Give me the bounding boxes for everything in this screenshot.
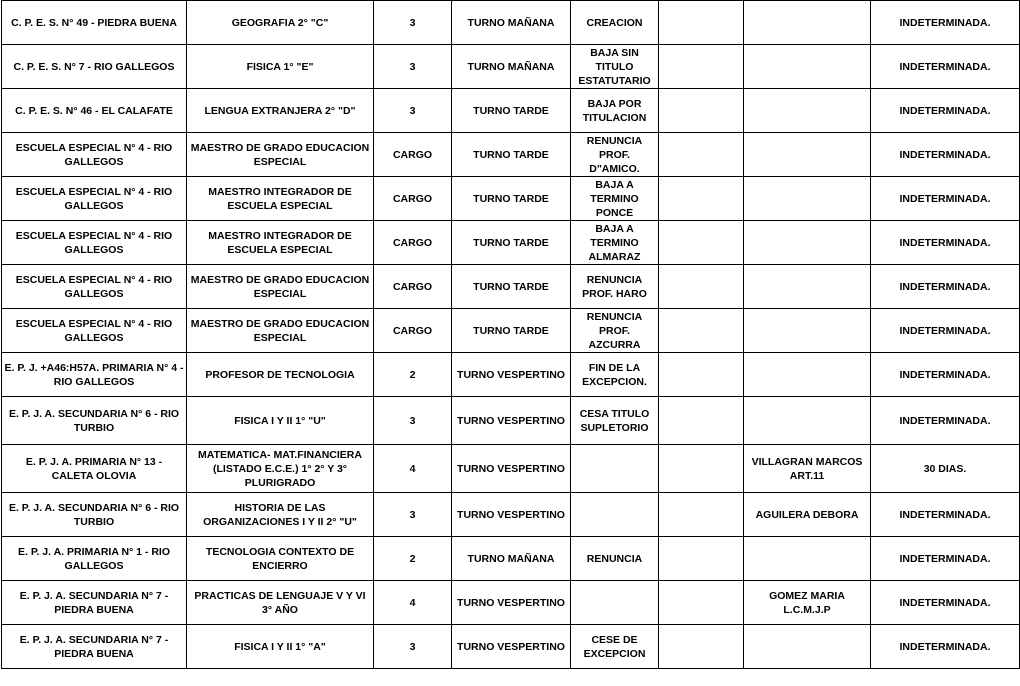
table-row	[2, 445, 1020, 493]
teacher-cell: AGUILERA DEBORA	[744, 493, 871, 537]
school-cell: E. P. J. A. SECUNDARIA N° 6 - RIO TURBIO	[2, 493, 187, 537]
subject-cell: FISICA I Y II 1° "A"	[187, 625, 374, 669]
subject-cell: MATEMATICA- MAT.FINANCIERA (LISTADO E.C.E.) 1° 2° Y 3° PLURIGRADO	[187, 445, 374, 493]
empty-cell	[659, 537, 744, 581]
teacher-cell: GOMEZ MARIA L.C.M.J.P	[744, 581, 871, 625]
teacher-cell	[744, 353, 871, 397]
school-cell: ESCUELA ESPECIAL N° 4 - RIO GALLEGOS	[2, 265, 187, 309]
reason-cell	[571, 493, 659, 537]
subject-cell: MAESTRO DE GRADO EDUCACION ESPECIAL	[187, 309, 374, 353]
empty-cell	[659, 1, 744, 45]
table-row	[2, 353, 1020, 397]
reason-cell: CESE DE EXCEPCION	[571, 625, 659, 669]
subject-cell: FISICA I Y II 1° "U"	[187, 397, 374, 445]
subject-cell: MAESTRO INTEGRADOR DE ESCUELA ESPECIAL	[187, 221, 374, 265]
subject-cell: TECNOLOGIA CONTEXTO DE ENCIERRO	[187, 537, 374, 581]
empty-cell	[659, 353, 744, 397]
shift-cell: TURNO MAÑANA	[452, 1, 571, 45]
duration-cell: INDETERMINADA.	[871, 309, 1020, 353]
table-row	[2, 581, 1020, 625]
hours-cell: 4	[374, 445, 452, 493]
reason-cell: RENUNCIA PROF. AZCURRA	[571, 309, 659, 353]
reason-cell: RENUNCIA PROF. D"AMICO.	[571, 133, 659, 177]
table-row	[2, 537, 1020, 581]
duration-cell: INDETERMINADA.	[871, 537, 1020, 581]
school-cell: C. P. E. S. N° 46 - EL CALAFATE	[2, 89, 187, 133]
subject-cell: MAESTRO DE GRADO EDUCACION ESPECIAL	[187, 133, 374, 177]
table-row	[2, 221, 1020, 265]
empty-cell	[659, 45, 744, 89]
hours-cell: CARGO	[374, 265, 452, 309]
table-row	[2, 397, 1020, 445]
duration-cell: INDETERMINADA.	[871, 397, 1020, 445]
hours-cell: CARGO	[374, 177, 452, 221]
subject-cell: PROFESOR DE TECNOLOGIA	[187, 353, 374, 397]
reason-cell: BAJA A TERMINO ALMARAZ	[571, 221, 659, 265]
teacher-cell	[744, 221, 871, 265]
reason-cell	[571, 445, 659, 493]
duration-cell: 30 DIAS.	[871, 445, 1020, 493]
school-cell: C. P. E. S. N° 7 - RIO GALLEGOS	[2, 45, 187, 89]
empty-cell	[659, 221, 744, 265]
hours-cell: 3	[374, 493, 452, 537]
reason-cell: BAJA SIN TITULO ESTATUTARIO	[571, 45, 659, 89]
duration-cell: INDETERMINADA.	[871, 493, 1020, 537]
duration-cell: INDETERMINADA.	[871, 221, 1020, 265]
table-row	[2, 1, 1020, 45]
school-cell: ESCUELA ESPECIAL N° 4 - RIO GALLEGOS	[2, 221, 187, 265]
hours-cell: 3	[374, 1, 452, 45]
reason-cell: BAJA A TERMINO PONCE	[571, 177, 659, 221]
reason-cell: CESA TITULO SUPLETORIO	[571, 397, 659, 445]
teacher-cell	[744, 45, 871, 89]
school-cell: E. P. J. A. SECUNDARIA N° 7 - PIEDRA BUENA	[2, 581, 187, 625]
shift-cell: TURNO TARDE	[452, 133, 571, 177]
empty-cell	[659, 625, 744, 669]
table-row	[2, 45, 1020, 89]
school-cell: E. P. J. A. PRIMARIA N° 1 - RIO GALLEGOS	[2, 537, 187, 581]
school-cell: ESCUELA ESPECIAL N° 4 - RIO GALLEGOS	[2, 309, 187, 353]
duration-cell: INDETERMINADA.	[871, 581, 1020, 625]
shift-cell: TURNO VESPERTINO	[452, 445, 571, 493]
duration-cell: INDETERMINADA.	[871, 265, 1020, 309]
empty-cell	[659, 397, 744, 445]
hours-cell: CARGO	[374, 309, 452, 353]
duration-cell: INDETERMINADA.	[871, 353, 1020, 397]
teacher-cell	[744, 89, 871, 133]
empty-cell	[659, 445, 744, 493]
teacher-cell	[744, 309, 871, 353]
hours-cell: 2	[374, 353, 452, 397]
shift-cell: TURNO VESPERTINO	[452, 581, 571, 625]
duration-cell: INDETERMINADA.	[871, 89, 1020, 133]
hours-cell: 3	[374, 45, 452, 89]
reason-cell: RENUNCIA	[571, 537, 659, 581]
reason-cell: BAJA POR TITULACION	[571, 89, 659, 133]
reason-cell: FIN DE LA EXCEPCION.	[571, 353, 659, 397]
subject-cell: PRACTICAS DE LENGUAJE V Y VI 3° AÑO	[187, 581, 374, 625]
subject-cell: LENGUA EXTRANJERA 2° "D"	[187, 89, 374, 133]
teacher-cell	[744, 1, 871, 45]
table-row	[2, 625, 1020, 669]
duration-cell: INDETERMINADA.	[871, 45, 1020, 89]
empty-cell	[659, 581, 744, 625]
table-row	[2, 89, 1020, 133]
empty-cell	[659, 265, 744, 309]
school-cell: ESCUELA ESPECIAL N° 4 - RIO GALLEGOS	[2, 177, 187, 221]
teacher-cell: VILLAGRAN MARCOS ART.11	[744, 445, 871, 493]
teacher-cell	[744, 625, 871, 669]
school-cell: ESCUELA ESPECIAL N° 4 - RIO GALLEGOS	[2, 133, 187, 177]
subject-cell: MAESTRO INTEGRADOR DE ESCUELA ESPECIAL	[187, 177, 374, 221]
hours-cell: 2	[374, 537, 452, 581]
table-row	[2, 265, 1020, 309]
reason-cell: CREACION	[571, 1, 659, 45]
teacher-cell	[744, 265, 871, 309]
duration-cell: INDETERMINADA.	[871, 133, 1020, 177]
hours-cell: CARGO	[374, 221, 452, 265]
table-row	[2, 309, 1020, 353]
shift-cell: TURNO TARDE	[452, 309, 571, 353]
duration-cell: INDETERMINADA.	[871, 1, 1020, 45]
duration-cell: INDETERMINADA.	[871, 177, 1020, 221]
school-cell: E. P. J. A. SECUNDARIA N° 6 - RIO TURBIO	[2, 397, 187, 445]
table-row	[2, 177, 1020, 221]
empty-cell	[659, 309, 744, 353]
reason-cell	[571, 581, 659, 625]
shift-cell: TURNO VESPERTINO	[452, 397, 571, 445]
hours-cell: CARGO	[374, 133, 452, 177]
subject-cell: GEOGRAFIA 2° "C"	[187, 1, 374, 45]
school-cell: E. P. J. +A46:H57A. PRIMARIA N° 4 - RIO GALLEGOS	[2, 353, 187, 397]
table-body	[2, 1, 1020, 669]
shift-cell: TURNO VESPERTINO	[452, 353, 571, 397]
shift-cell: TURNO TARDE	[452, 265, 571, 309]
subject-cell: FISICA 1° "E"	[187, 45, 374, 89]
table-row	[2, 493, 1020, 537]
table-row	[2, 133, 1020, 177]
shift-cell: TURNO VESPERTINO	[452, 625, 571, 669]
empty-cell	[659, 177, 744, 221]
shift-cell: TURNO TARDE	[452, 177, 571, 221]
vacancies-table	[1, 0, 1020, 669]
shift-cell: TURNO MAÑANA	[452, 45, 571, 89]
school-cell: C. P. E. S. N° 49 - PIEDRA BUENA	[2, 1, 187, 45]
empty-cell	[659, 89, 744, 133]
shift-cell: TURNO MAÑANA	[452, 537, 571, 581]
reason-cell: RENUNCIA PROF. HARO	[571, 265, 659, 309]
hours-cell: 3	[374, 397, 452, 445]
teacher-cell	[744, 177, 871, 221]
empty-cell	[659, 133, 744, 177]
school-cell: E. P. J. A. PRIMARIA N° 13 - CALETA OLOVIA	[2, 445, 187, 493]
shift-cell: TURNO TARDE	[452, 89, 571, 133]
duration-cell: INDETERMINADA.	[871, 625, 1020, 669]
teacher-cell	[744, 537, 871, 581]
subject-cell: HISTORIA DE LAS ORGANIZACIONES I Y II 2° "U"	[187, 493, 374, 537]
hours-cell: 4	[374, 581, 452, 625]
hours-cell: 3	[374, 625, 452, 669]
shift-cell: TURNO VESPERTINO	[452, 493, 571, 537]
shift-cell: TURNO TARDE	[452, 221, 571, 265]
empty-cell	[659, 493, 744, 537]
school-cell: E. P. J. A. SECUNDARIA N° 7 - PIEDRA BUENA	[2, 625, 187, 669]
teacher-cell	[744, 397, 871, 445]
hours-cell: 3	[374, 89, 452, 133]
teacher-cell	[744, 133, 871, 177]
subject-cell: MAESTRO DE GRADO EDUCACION ESPECIAL	[187, 265, 374, 309]
